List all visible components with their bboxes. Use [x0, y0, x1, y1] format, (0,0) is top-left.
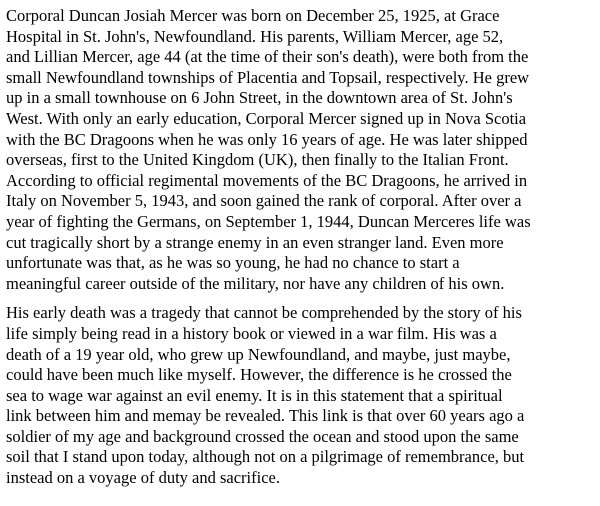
- text-line: cut tragically short by a strange enemy in an even stranger land. Even more: [6, 232, 504, 252]
- paragraph-2: [6, 303, 594, 488]
- text-line: instead on a voyage of duty and sacrifice.: [6, 468, 280, 488]
- text-line: link between him and memay be revealed. This link is that over 60 years ago a: [6, 406, 525, 426]
- text-line: Italy on November 5, 1943, and soon gained the rank of corporal. After over a: [6, 191, 522, 211]
- text-line: Hospital in St. John's, Newfoundland. His parents, William Mercer, age 52,: [6, 26, 504, 46]
- text-line: soldier of my age and background crossed the ocean and stood upon the same: [6, 426, 519, 446]
- text-line: life simply being read in a history book or viewed in a war film. His was a: [6, 323, 497, 343]
- text-line: soil that I stand upon today, although not on a pilgrimage of remembrance, but: [6, 447, 525, 467]
- text-line: overseas, first to the United Kingdom (UK), then finally to the Italian Front.: [6, 150, 509, 170]
- text-line: could have been much like myself. However, the difference is he crossed the: [6, 365, 512, 385]
- text-line: death of a 19 year old, who grew up Newfoundland, and maybe, just maybe,: [6, 344, 511, 364]
- text-line: year of fighting the Germans, on September 1, 1944, Duncan Merceres life was: [6, 211, 531, 231]
- text-line: small Newfoundland townships of Placentia and Topsail, respectively. He grew: [6, 67, 530, 87]
- text-line: Corporal Duncan Josiah Mercer was born on December 25, 1925, at Grace: [6, 6, 500, 25]
- paragraph-1: [6, 6, 594, 294]
- text-line: West. With only an early education, Corporal Mercer signed up in Nova Scotia: [6, 108, 527, 128]
- text-line: meaningful career outside of the military, nor have any children of his own.: [6, 273, 505, 293]
- text-line: unfortunate was that, as he was so young, he had no chance to start a: [6, 253, 460, 273]
- text-line: with the BC Dragoons when he was only 16 years of age. He was later shipped: [6, 129, 528, 149]
- text-line: and Lillian Mercer, age 44 (at the time of their son's death), were both from the: [6, 47, 529, 67]
- text-line: up in a small townhouse on 6 John Street, in the downtown area of St. John's: [6, 88, 513, 108]
- text-line: According to official regimental movements of the BC Dragoons, he arrived in: [6, 170, 528, 190]
- text-line: His early death was a tragedy that cannot be comprehended by the story of his: [6, 303, 522, 323]
- text-line: sea to wage war against an evil enemy. It is in this statement that a spiritual: [6, 385, 503, 405]
